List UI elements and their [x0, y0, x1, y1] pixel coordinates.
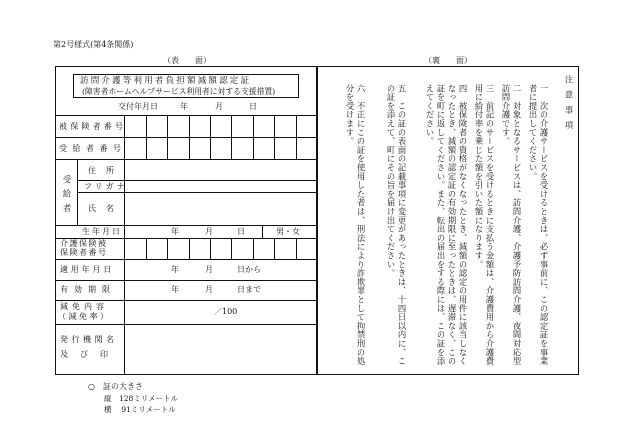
birth-month: 月: [205, 227, 213, 236]
birth-date-label: 生年月日: [82, 227, 122, 236]
insurer-number-label-1: 介護保険被: [60, 239, 108, 248]
note-5: 五 この証の表面の記載事項に変更があったときは、十四日以内に、この証を添えて、町にその旨を届け出てください。: [386, 84, 407, 366]
valid-year: 年: [171, 285, 179, 294]
apply-year: 年: [171, 265, 179, 274]
note-2: 二 対象となるサービスは、訪問介護、介護予防訪問介護、夜間対応型訪問介護です。: [501, 84, 522, 366]
gender-field: 男・女: [276, 227, 300, 236]
certificate-subtitle: (障害者ホームヘルプサービス利用者に対する支援措置): [82, 87, 276, 96]
note-4: 四 被保険者の資格がなくなったとき、減額の認定の用件に該当しなくなったとき、減額の認定証の有効期限に至ったときは、遅滞なく、この証を町に返してください。また、転出の届出をする際には、この証を添えてください。: [425, 84, 468, 366]
birth-year: 年: [171, 227, 179, 236]
valid-month: 月: [205, 285, 213, 294]
insured-number-label: 被保険者番号: [59, 122, 127, 131]
note-6: 六 不正にこの証を使用した者は、刑法により詐欺罪として拘禁刑の処分を受けます。: [345, 84, 366, 366]
issue-day: 日: [249, 102, 257, 111]
apply-date-label: 適用年月日: [60, 265, 114, 274]
recipient-group-label: 受給者: [62, 175, 72, 218]
front-label: （表 面）: [163, 56, 211, 65]
name-label: 氏名: [88, 204, 124, 213]
issue-date-label: 交付年月日: [118, 102, 158, 111]
apply-suffix: 日から: [237, 265, 261, 274]
valid-period-label: 有効期限: [60, 285, 116, 294]
issue-month: 月: [215, 102, 223, 111]
issuer-label-1: 発行機関名: [60, 335, 118, 344]
furigana-label: フリガナ: [84, 182, 128, 191]
issue-year: 年: [180, 102, 188, 111]
reduction-label-1: 減免内容: [60, 302, 108, 311]
size-height: 縦 128ミリメートル: [104, 394, 179, 403]
notes-heading: 注意事項: [564, 75, 574, 137]
insurer-number-label-2: 保険者番号: [60, 248, 108, 257]
issuer-label-2: 及び印: [60, 350, 120, 359]
note-3: 三 前記のサービスを受けるときに支払う金額は、介護費用から介護費用に給付率を乗じた額を引いた額になります。: [474, 84, 495, 366]
reduction-label-2: （減免率）: [58, 312, 111, 321]
certificate-title: 訪問介護等利用者負担額減額認定証: [80, 76, 252, 86]
valid-suffix: 日まで: [237, 285, 261, 294]
back-label: （裏 面）: [424, 56, 472, 65]
reduction-rate: ／100: [214, 307, 238, 316]
apply-month: 月: [205, 265, 213, 274]
size-width: 横 91ミリメートル: [104, 405, 176, 414]
birth-day: 日: [237, 227, 245, 236]
address-label: 住所: [88, 166, 124, 175]
recipient-number-label: 受給者番号: [59, 144, 127, 153]
note-1: 一 次の介護サービスを受けるときは、必ず事前に、この認定証を事業者に提出してください。: [528, 84, 549, 366]
size-heading: ○ 証の大きさ: [88, 382, 143, 391]
form-number: 第2号様式(第4条関係): [53, 40, 134, 49]
